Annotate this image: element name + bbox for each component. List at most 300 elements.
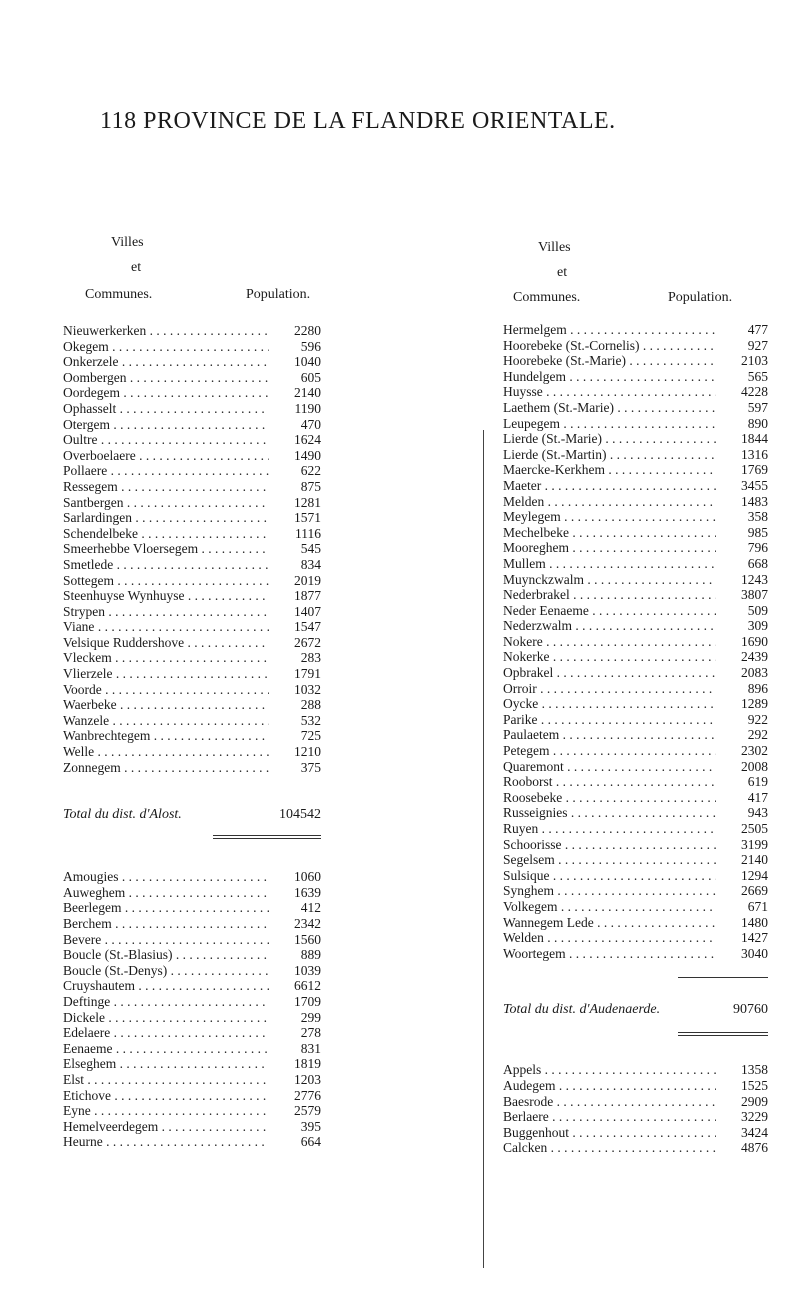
left-section1-row bbox=[63, 495, 321, 511]
population-value: 1281 bbox=[294, 494, 321, 510]
commune-name: Auweghem . . . bbox=[63, 885, 269, 901]
right-section1-row bbox=[503, 930, 768, 946]
right-section1-row bbox=[503, 384, 768, 400]
right-table bbox=[503, 322, 768, 1156]
commune-name: Hermelgem . . . bbox=[503, 322, 716, 338]
commune-name: Bevere . . . bbox=[63, 932, 269, 948]
population-value: 375 bbox=[300, 759, 321, 775]
commune-name: Maercke-Kerkhem . . . bbox=[503, 462, 716, 478]
population-value: 1690 bbox=[741, 633, 768, 649]
population-value: 834 bbox=[300, 556, 321, 572]
population-value: 1791 bbox=[294, 666, 321, 682]
population-value: 1039 bbox=[294, 962, 321, 978]
left-section2-row bbox=[63, 1041, 321, 1057]
right-total-label: Total du dist. d'Audenaerde. bbox=[503, 1002, 661, 1018]
commune-name: Wanzele . . . bbox=[63, 713, 269, 729]
left-head-villes: Villes bbox=[111, 235, 144, 250]
population-value: 619 bbox=[747, 774, 768, 790]
population-value: 1490 bbox=[294, 447, 321, 463]
left-section1-row bbox=[63, 557, 321, 573]
population-value: 597 bbox=[747, 399, 768, 415]
left-section1-row bbox=[63, 697, 321, 713]
left-section-1 bbox=[63, 323, 321, 775]
right-section1-row bbox=[503, 618, 768, 634]
right-section2-row bbox=[503, 1109, 768, 1125]
commune-name: Roosebeke . . . bbox=[503, 790, 716, 806]
right-section2-row bbox=[503, 1125, 768, 1141]
right-section1-row bbox=[503, 400, 768, 416]
commune-name: Melden . . . bbox=[503, 494, 716, 510]
right-head-population: Population. bbox=[668, 290, 733, 305]
commune-name: Hundelgem . . . bbox=[503, 369, 716, 385]
commune-name: Dickele . . . bbox=[63, 1010, 269, 1026]
population-value: 412 bbox=[300, 900, 321, 916]
commune-name: Ruyen . . . bbox=[503, 821, 716, 837]
right-section1-row bbox=[503, 883, 768, 899]
population-value: 1032 bbox=[294, 681, 321, 697]
population-value: 1316 bbox=[741, 446, 768, 462]
commune-name: Eyne . . . bbox=[63, 1103, 269, 1119]
right-head-communes: Communes. bbox=[513, 290, 581, 305]
commune-name: Nokere . . . bbox=[503, 634, 716, 650]
right-section1-row bbox=[503, 946, 768, 962]
right-section2-row bbox=[503, 1094, 768, 1110]
population-value: 2669 bbox=[741, 883, 768, 899]
left-section2-row bbox=[63, 916, 321, 932]
population-value: 6612 bbox=[294, 978, 321, 994]
population-value: 4876 bbox=[741, 1140, 768, 1156]
population-value: 1624 bbox=[294, 432, 321, 448]
left-section-2 bbox=[63, 869, 321, 1150]
left-section2-row bbox=[63, 978, 321, 994]
population-value: 2140 bbox=[294, 385, 321, 401]
commune-name: Onkerzele . . . bbox=[63, 354, 269, 370]
left-section2-row bbox=[63, 932, 321, 948]
right-section1-row bbox=[503, 353, 768, 369]
commune-name: Parike . . . bbox=[503, 712, 716, 728]
left-section1-row bbox=[63, 479, 321, 495]
population-value: 509 bbox=[747, 602, 768, 618]
left-section2-row bbox=[63, 1025, 321, 1041]
population-value: 1547 bbox=[294, 619, 321, 635]
right-section1-row bbox=[503, 416, 768, 432]
population-value: 545 bbox=[300, 541, 321, 557]
commune-name: Volkegem . . . bbox=[503, 899, 716, 915]
commune-name: Oultre . . . bbox=[63, 432, 269, 448]
left-section1-row bbox=[63, 635, 321, 651]
population-value: 309 bbox=[747, 618, 768, 634]
left-total-label: Total du dist. d'Alost. bbox=[63, 807, 182, 823]
population-value: 831 bbox=[300, 1040, 321, 1056]
right-section2-row bbox=[503, 1062, 768, 1078]
right-section1-row bbox=[503, 447, 768, 463]
right-section1-row bbox=[503, 462, 768, 478]
population-value: 605 bbox=[300, 369, 321, 385]
population-value: 2008 bbox=[741, 758, 768, 774]
right-section1-row bbox=[503, 696, 768, 712]
left-section2-row bbox=[63, 1119, 321, 1135]
population-value: 2342 bbox=[294, 916, 321, 931]
commune-name: Oombergen . . . bbox=[63, 370, 269, 386]
left-section2-row bbox=[63, 1088, 321, 1104]
commune-name: Overboelaere . . . bbox=[63, 448, 269, 464]
population-value: 985 bbox=[747, 524, 768, 540]
right-section1-row bbox=[503, 603, 768, 619]
population-value: 890 bbox=[747, 415, 768, 431]
population-value: 1116 bbox=[295, 525, 321, 541]
population-value: 596 bbox=[300, 338, 321, 354]
commune-name: Eenaeme . . . bbox=[63, 1041, 269, 1057]
left-section2-row bbox=[63, 885, 321, 901]
commune-name: Hoorebeke (St.-Cornelis) . . . bbox=[503, 338, 716, 354]
commune-name: Meylegem . . . bbox=[503, 509, 716, 525]
commune-name: Lierde (St.-Martin) . . . bbox=[503, 447, 716, 463]
right-section1-row bbox=[503, 743, 768, 759]
population-value: 1060 bbox=[294, 869, 321, 885]
left-section1-row bbox=[63, 682, 321, 698]
population-value: 622 bbox=[300, 463, 321, 479]
right-head-et: et bbox=[557, 265, 568, 280]
population-value: 668 bbox=[747, 555, 768, 571]
commune-name: Vlierzele . . . bbox=[63, 666, 269, 682]
left-section2-row bbox=[63, 947, 321, 963]
left-section1-row bbox=[63, 650, 321, 666]
commune-name: Nokerke . . . bbox=[503, 649, 716, 665]
left-section1-row bbox=[63, 713, 321, 729]
right-section1-row bbox=[503, 494, 768, 510]
population-value: 395 bbox=[300, 1118, 321, 1134]
population-value: 889 bbox=[300, 947, 321, 963]
population-value: 796 bbox=[747, 540, 768, 556]
left-head-communes: Communes. bbox=[85, 287, 153, 302]
left-section1-row bbox=[63, 463, 321, 479]
left-section1-row bbox=[63, 417, 321, 433]
commune-name: Synghem . . . bbox=[503, 883, 716, 899]
commune-name: Elseghem . . . bbox=[63, 1056, 269, 1072]
commune-name: Appels . . . bbox=[503, 1062, 716, 1078]
right-section1-row bbox=[503, 338, 768, 354]
commune-name: Buggenhout . . . bbox=[503, 1125, 716, 1141]
commune-name: Strypen . . . bbox=[63, 604, 269, 620]
population-value: 927 bbox=[747, 337, 768, 353]
population-value: 2439 bbox=[741, 649, 768, 665]
population-value: 3199 bbox=[741, 836, 768, 852]
population-value: 3040 bbox=[741, 945, 768, 961]
right-section1-row bbox=[503, 540, 768, 556]
commune-name: Santbergen . . . bbox=[63, 495, 269, 511]
commune-name: Opbrakel . . . bbox=[503, 665, 716, 681]
population-value: 565 bbox=[747, 368, 768, 384]
right-section1-row bbox=[503, 634, 768, 650]
commune-name: Velsique Ruddershove . . . bbox=[63, 635, 269, 651]
right-section-1 bbox=[503, 322, 768, 961]
left-head-et: et bbox=[131, 260, 142, 275]
right-section1-row bbox=[503, 525, 768, 541]
left-section1-row bbox=[63, 760, 321, 776]
commune-name: Leupegem . . . bbox=[503, 416, 716, 432]
population-value: 1571 bbox=[294, 510, 321, 526]
population-value: 1877 bbox=[294, 588, 321, 604]
commune-name: Nederbrakel . . . bbox=[503, 587, 716, 603]
left-section1-row bbox=[63, 354, 321, 370]
population-value: 2280 bbox=[294, 323, 321, 338]
population-value: 1844 bbox=[741, 431, 768, 447]
left-section1-row bbox=[63, 370, 321, 386]
commune-name: Voorde . . . bbox=[63, 682, 269, 698]
commune-name: Boucle (St.-Denys) . . . bbox=[63, 963, 269, 979]
population-value: 470 bbox=[300, 416, 321, 432]
commune-name: Ophasselt . . . bbox=[63, 401, 269, 417]
commune-name: Boucle (St.-Blasius) . . . bbox=[63, 947, 269, 963]
left-section1-row bbox=[63, 619, 321, 635]
right-section1-row bbox=[503, 556, 768, 572]
population-value: 292 bbox=[747, 727, 768, 743]
population-value: 3229 bbox=[741, 1109, 768, 1125]
left-table bbox=[63, 323, 321, 1150]
left-section2-row bbox=[63, 963, 321, 979]
left-head-population: Population. bbox=[246, 287, 311, 302]
right-section1-row bbox=[503, 587, 768, 603]
right-section1-row bbox=[503, 837, 768, 853]
commune-name: Hoorebeke (St.-Marie) . . . bbox=[503, 353, 716, 369]
right-section1-row bbox=[503, 478, 768, 494]
left-section1-row bbox=[63, 666, 321, 682]
commune-name: Calcken . . . bbox=[503, 1140, 716, 1156]
commune-name: Huysse . . . bbox=[503, 384, 716, 400]
population-value: 1294 bbox=[741, 867, 768, 883]
population-value: 664 bbox=[300, 1134, 321, 1150]
commune-name: Sottegem . . . bbox=[63, 573, 269, 589]
population-value: 1639 bbox=[294, 884, 321, 900]
right-section1-row bbox=[503, 665, 768, 681]
commune-name: Segelsem . . . bbox=[503, 852, 716, 868]
right-section1-row bbox=[503, 681, 768, 697]
population-value: 1769 bbox=[741, 462, 768, 478]
right-section1-row bbox=[503, 774, 768, 790]
left-section1-row bbox=[63, 339, 321, 355]
population-value: 288 bbox=[300, 697, 321, 713]
population-value: 2302 bbox=[741, 743, 768, 759]
population-value: 1819 bbox=[294, 1056, 321, 1072]
left-section2-row bbox=[63, 1072, 321, 1088]
population-value: 943 bbox=[747, 805, 768, 821]
left-section1-row bbox=[63, 728, 321, 744]
left-section1-row bbox=[63, 604, 321, 620]
population-value: 922 bbox=[747, 711, 768, 727]
commune-name: Deftinge . . . bbox=[63, 994, 269, 1010]
population-value: 2505 bbox=[741, 821, 768, 836]
right-total-value: 90760 bbox=[733, 1002, 768, 1018]
population-value: 1525 bbox=[741, 1077, 768, 1093]
right-head-villes: Villes bbox=[538, 240, 571, 255]
commune-name: Wanbrechtegem . . . bbox=[63, 728, 269, 744]
commune-name: Heurne . . . bbox=[63, 1134, 269, 1150]
commune-name: Otergem . . . bbox=[63, 417, 269, 433]
commune-name: Neder Eenaeme . . . bbox=[503, 603, 716, 619]
left-section1-row bbox=[63, 541, 321, 557]
population-value: 875 bbox=[300, 478, 321, 494]
population-value: 2672 bbox=[294, 634, 321, 650]
population-value: 1358 bbox=[741, 1062, 768, 1078]
population-value: 725 bbox=[300, 728, 321, 744]
left-section2-row bbox=[63, 1134, 321, 1150]
commune-name: Nederzwalm . . . bbox=[503, 618, 716, 634]
population-value: 2083 bbox=[741, 665, 768, 681]
population-value: 1480 bbox=[741, 914, 768, 930]
right-section-2 bbox=[503, 1062, 768, 1156]
commune-name: Ressegem . . . bbox=[63, 479, 269, 495]
commune-name: Smeerhebbe Vloersegem . . . bbox=[63, 541, 269, 557]
population-value: 3455 bbox=[741, 477, 768, 493]
left-section2-row bbox=[63, 900, 321, 916]
population-value: 283 bbox=[300, 650, 321, 666]
population-value: 2019 bbox=[294, 572, 321, 588]
left-section1-row bbox=[63, 526, 321, 542]
population-value: 671 bbox=[747, 898, 768, 914]
commune-name: Beerlegem . . . bbox=[63, 900, 269, 916]
commune-name: Okegem . . . bbox=[63, 339, 269, 355]
commune-name: Viane . . . bbox=[63, 619, 269, 635]
right-section1-row bbox=[503, 727, 768, 743]
population-value: 1709 bbox=[294, 993, 321, 1009]
population-value: 1243 bbox=[741, 571, 768, 587]
commune-name: Sarlardingen . . . bbox=[63, 510, 269, 526]
commune-name: Oordegem . . . bbox=[63, 385, 269, 401]
population-value: 532 bbox=[300, 712, 321, 728]
population-value: 417 bbox=[747, 789, 768, 805]
right-section2-row bbox=[503, 1078, 768, 1094]
commune-name: Schendelbeke . . . bbox=[63, 526, 269, 542]
population-value: 1407 bbox=[294, 603, 321, 619]
commune-name: Zonnegem . . . bbox=[63, 760, 269, 776]
commune-name: Mooreghem . . . bbox=[503, 540, 716, 556]
commune-name: Petegem . . . bbox=[503, 743, 716, 759]
right-section1-row bbox=[503, 805, 768, 821]
population-value: 1040 bbox=[294, 354, 321, 370]
right-total bbox=[503, 1002, 768, 1018]
commune-name: Nieuwerkerken . . . bbox=[63, 323, 269, 339]
commune-name: Pollaere . . . bbox=[63, 463, 269, 479]
population-value: 3424 bbox=[741, 1124, 768, 1140]
right-section1-row bbox=[503, 712, 768, 728]
commune-name: Muynckzwalm . . . bbox=[503, 572, 716, 588]
commune-name: Elst . . . bbox=[63, 1072, 269, 1088]
right-section2-row bbox=[503, 1140, 768, 1156]
commune-name: Lierde (St.-Marie) . . . bbox=[503, 431, 716, 447]
population-value: 1190 bbox=[294, 400, 321, 416]
population-value: 2909 bbox=[741, 1093, 768, 1109]
left-section1-row bbox=[63, 573, 321, 589]
commune-name: Edelaere . . . bbox=[63, 1025, 269, 1041]
commune-name: Etichove . . . bbox=[63, 1088, 269, 1104]
population-value: 2103 bbox=[741, 353, 768, 369]
commune-name: Steenhuyse Wynhuyse . . . bbox=[63, 588, 269, 604]
right-section1-row bbox=[503, 790, 768, 806]
commune-name: Orroir . . . bbox=[503, 681, 716, 697]
commune-name: Amougies . . . bbox=[63, 869, 269, 885]
population-value: 2140 bbox=[741, 852, 768, 868]
commune-name: Cruyshautem . . . bbox=[63, 978, 269, 994]
population-value: 3807 bbox=[741, 587, 768, 603]
left-section1-row bbox=[63, 323, 321, 339]
commune-name: Audegem . . . bbox=[503, 1078, 716, 1094]
commune-name: Smetlede . . . bbox=[63, 557, 269, 573]
population-value: 1483 bbox=[741, 493, 768, 509]
right-section1-row bbox=[503, 759, 768, 775]
population-value: 4228 bbox=[741, 384, 768, 400]
population-value: 299 bbox=[300, 1009, 321, 1025]
right-section1-row bbox=[503, 431, 768, 447]
population-value: 1210 bbox=[294, 744, 321, 760]
commune-name: Waerbeke . . . bbox=[63, 697, 269, 713]
left-section1-row bbox=[63, 744, 321, 760]
page-title: 118 PROVINCE DE LA FLANDRE ORIENTALE. bbox=[100, 108, 616, 134]
left-section1-row bbox=[63, 448, 321, 464]
left-total-value: 104542 bbox=[279, 807, 321, 823]
population-value: 1289 bbox=[741, 696, 768, 712]
population-value: 2579 bbox=[294, 1103, 321, 1119]
left-section2-row bbox=[63, 869, 321, 885]
commune-name: Schoorisse . . . bbox=[503, 837, 716, 853]
commune-name: Laethem (St.-Marie) . . . bbox=[503, 400, 716, 416]
right-section1-row bbox=[503, 852, 768, 868]
right-section1-row bbox=[503, 899, 768, 915]
population-value: 1427 bbox=[741, 930, 768, 946]
population-value: 358 bbox=[747, 509, 768, 525]
left-section2-row bbox=[63, 1056, 321, 1072]
commune-name: Quaremont . . . bbox=[503, 759, 716, 775]
commune-name: Paulaetem . . . bbox=[503, 727, 716, 743]
right-section1-row bbox=[503, 649, 768, 665]
left-total bbox=[63, 807, 321, 823]
commune-name: Welle . . . bbox=[63, 744, 269, 760]
left-section1-row bbox=[63, 385, 321, 401]
population-value: 278 bbox=[300, 1025, 321, 1041]
right-section1-row bbox=[503, 821, 768, 837]
left-section2-row bbox=[63, 994, 321, 1010]
right-section1-row bbox=[503, 369, 768, 385]
commune-name: Mullem . . . bbox=[503, 556, 716, 572]
commune-name: Berlaere . . . bbox=[503, 1109, 716, 1125]
commune-name: Wannegem Lede . . . bbox=[503, 915, 716, 931]
population-value: 1560 bbox=[294, 931, 321, 947]
population-value: 2776 bbox=[294, 1087, 321, 1103]
right-section1-row bbox=[503, 915, 768, 931]
left-section2-row bbox=[63, 1010, 321, 1026]
population-value: 896 bbox=[747, 680, 768, 696]
commune-name: Maeter . . . bbox=[503, 478, 716, 494]
commune-name: Mechelbeke . . . bbox=[503, 525, 716, 541]
population-value: 477 bbox=[747, 322, 768, 337]
commune-name: Rooborst . . . bbox=[503, 774, 716, 790]
commune-name: Vleckem . . . bbox=[63, 650, 269, 666]
right-section1-row bbox=[503, 572, 768, 588]
commune-name: Hemelveerdegem . . . bbox=[63, 1119, 269, 1135]
right-section1-row bbox=[503, 322, 768, 338]
column-divider bbox=[483, 430, 484, 1268]
left-section1-row bbox=[63, 588, 321, 604]
left-section2-row bbox=[63, 1103, 321, 1119]
left-section1-row bbox=[63, 510, 321, 526]
commune-name: Russeignies . . . bbox=[503, 805, 716, 821]
left-section1-row bbox=[63, 432, 321, 448]
commune-name: Woortegem . . . bbox=[503, 946, 716, 962]
commune-name: Welden . . . bbox=[503, 930, 716, 946]
commune-name: Baesrode . . . bbox=[503, 1094, 716, 1110]
commune-name: Oycke . . . bbox=[503, 696, 716, 712]
right-section1-row bbox=[503, 868, 768, 884]
population-value: 1203 bbox=[294, 1071, 321, 1087]
